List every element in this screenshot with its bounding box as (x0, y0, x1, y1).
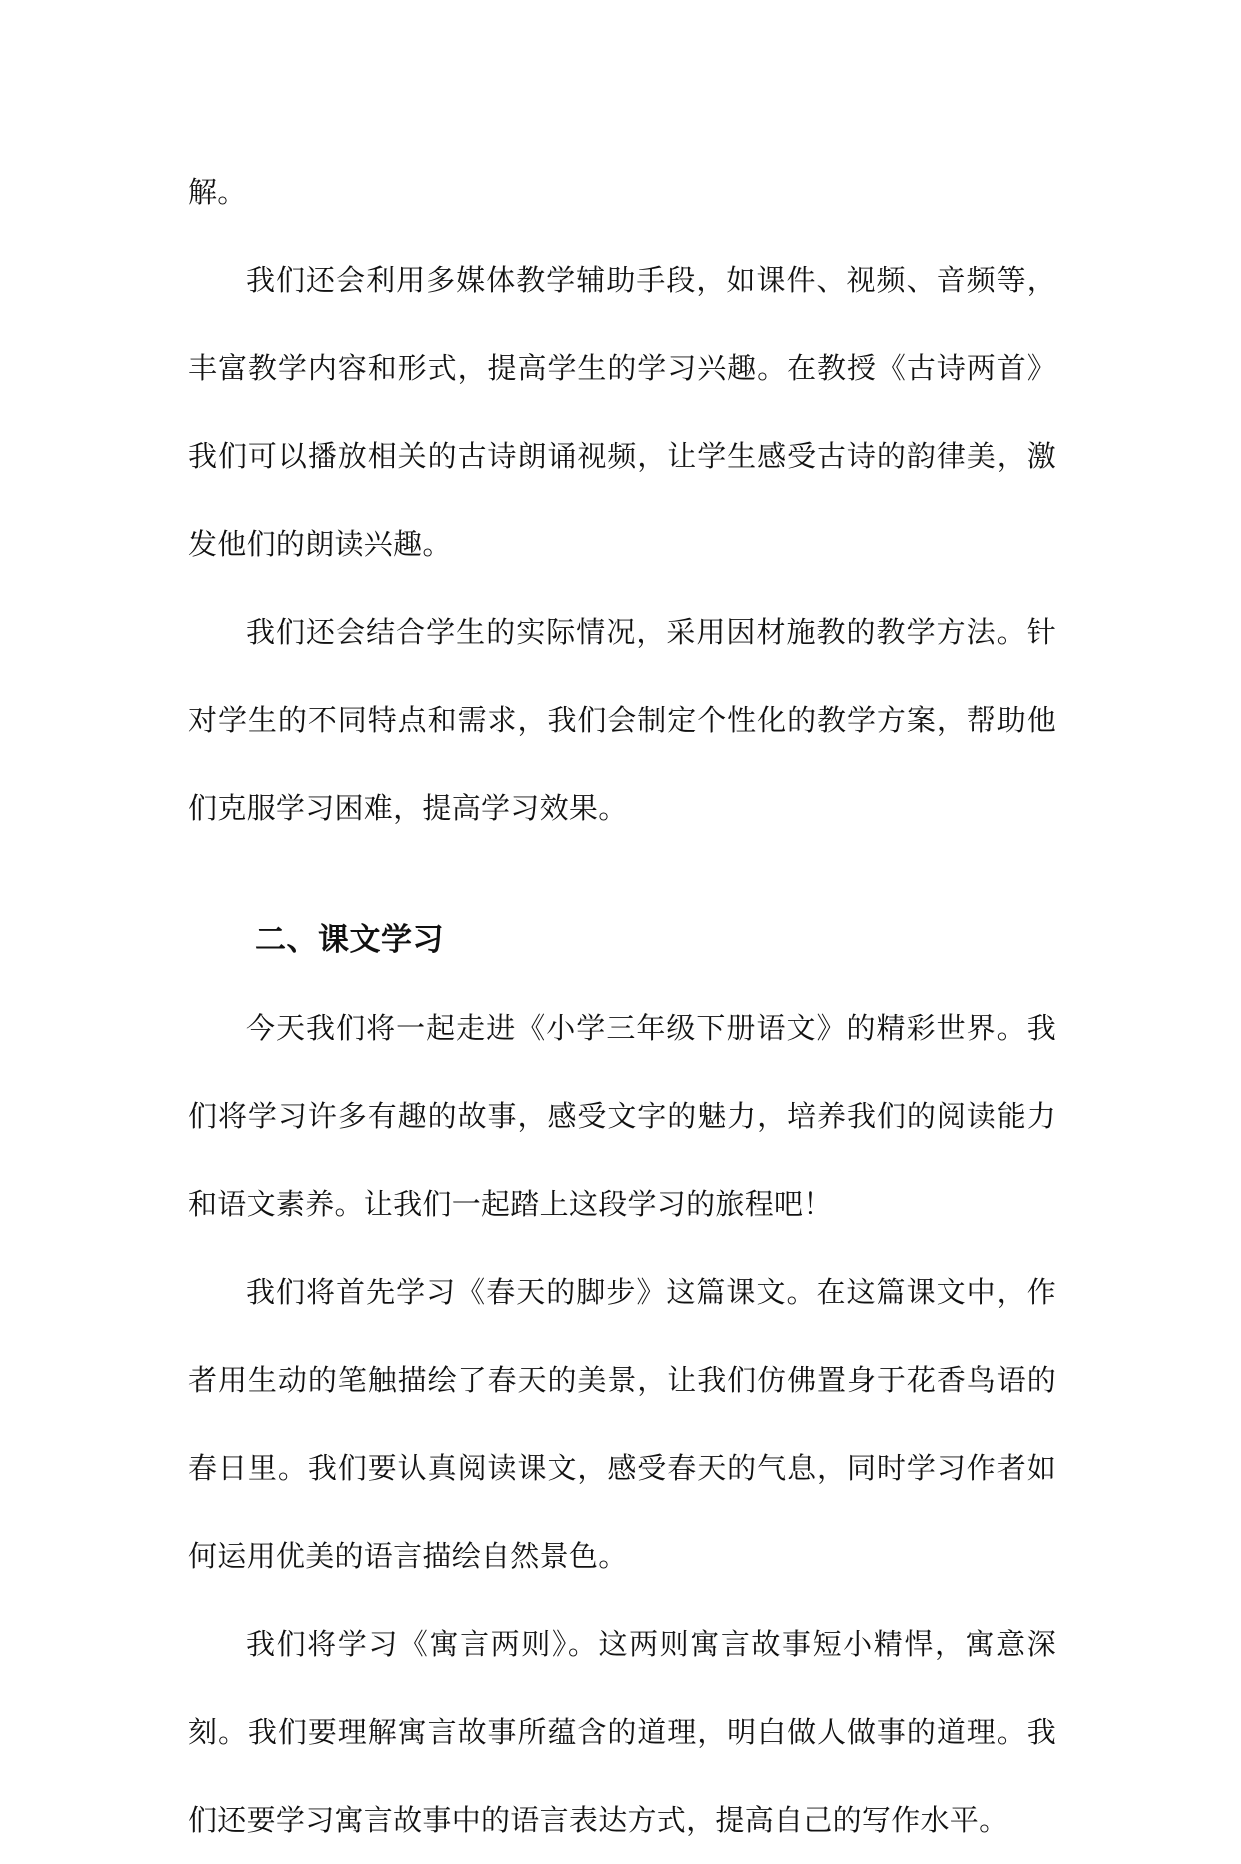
section-heading: 二、课文学习 (255, 922, 444, 958)
paragraph-multimedia: 我们还会利用多媒体教学辅助手段，如课件、视频、音频等，丰富教学内容和形式，提高学生的学习兴趣。在教授《古诗两首》我们可以播放相关的古诗朗诵视频，让学生感受古诗的韵律美，激发他们的朗读兴趣。 (188, 263, 1056, 561)
document-body (188, 148, 1056, 1864)
paragraph-continuation: 解。 (188, 175, 247, 209)
paragraph-intro: 今天我们将一起走进《小学三年级下册语文》的精彩世界。我们将学习许多有趣的故事，感受文字的魅力，培养我们的阅读能力和语文素养。让我们一起踏上这段学习的旅程吧！ (188, 1011, 1056, 1221)
paragraph-spring-lesson: 我们将首先学习《春天的脚步》这篇课文。在这篇课文中，作者用生动的笔触描绘了春天的美景，让我们仿佛置身于花香鸟语的春日里。我们要认真阅读课文，感受春天的气息，同时学习作者如何运用优美的语言描绘自然景色。 (188, 1275, 1056, 1573)
paragraph-fables-lesson: 我们将学习《寓言两则》。这两则寓言故事短小精悍，寓意深刻。我们要理解寓言故事所蕴含的道理，明白做人做事的道理。我们还要学习寓言故事中的语言表达方式，提高自己的写作水平。 (188, 1627, 1056, 1837)
paragraph-individualized-teaching: 我们还会结合学生的实际情况，采用因材施教的教学方法。针对学生的不同特点和需求，我们会制定个性化的教学方案，帮助他们克服学习困难，提高学习效果。 (188, 615, 1056, 825)
